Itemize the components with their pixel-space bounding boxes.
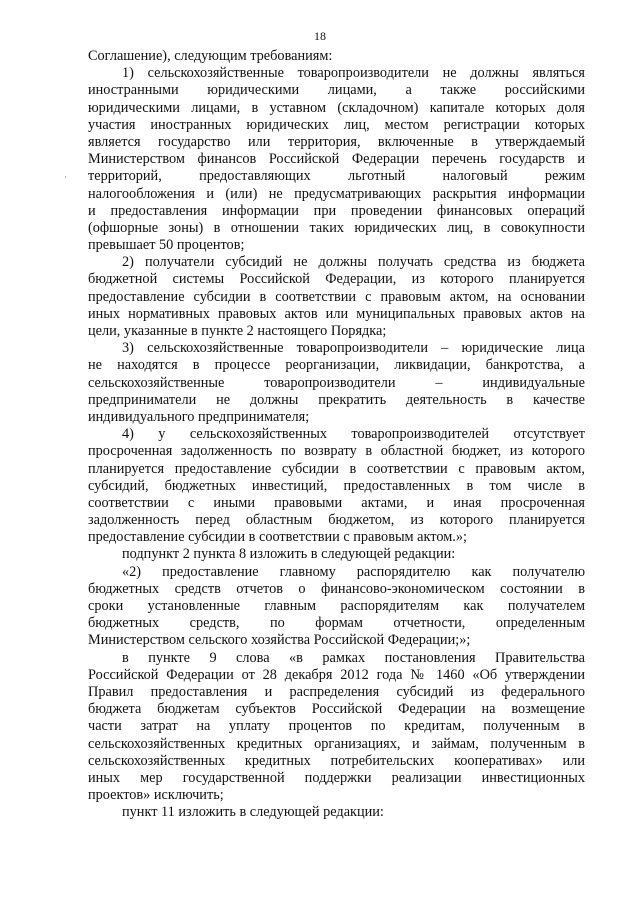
text-line: Министерством сельского хозяйства Российской Федерации;»; [88, 632, 471, 649]
text-line: 4) у сельскохозяйственных товаропроизводителей отсутствует [122, 426, 585, 443]
text-line: сроки установленные главным распорядителям как получателем [88, 598, 585, 614]
text-line: задолженность перед областным бюджетом, из которого планируется [88, 512, 585, 529]
text-line: бюджетных средств отчетов о финансово-экономическом состоянии в [88, 580, 585, 597]
text-line: субсидий, бюджетных инвестиций, предоставленных в том числе в [88, 477, 585, 494]
text-line: проектов» исключить; [88, 787, 224, 804]
text-line: 2) получатели субсидий не должны получать средства из бюджета [122, 254, 585, 271]
text-line: подпункт 2 пункта 8 изложить в следующей редакции: [122, 546, 456, 563]
text-line: просроченная задолженность по возврату в областной бюджет, из которого [88, 443, 585, 460]
page-number: 18 [314, 29, 326, 43]
text-line: Российской Федерации от 28 декабря 2012 года № 1460 «Об утверждении [88, 666, 585, 683]
text-line: сельскохозяйственные товаропроизводители – индивидуальные [88, 374, 585, 391]
text-line: 1) сельскохозяйственные товаропроизводители не должны являться [122, 65, 585, 82]
text-line: Правил предоставления и распределения субсидий из федерального [88, 683, 585, 700]
text-line: территорий, предоставляющих льготный налоговый режим [88, 168, 585, 185]
text-line: Соглашение), следующим требованиям: [88, 48, 333, 64]
text-line: не находятся в процессе реорганизации, ликвидации, банкротства, а [88, 357, 585, 374]
text-line: бюджетной системы Российской Федерации, из которого планируется [88, 271, 585, 288]
text-line: иных мер государственной поддержки реализации инвестиционных [88, 769, 585, 786]
text-line: участия иностранных юридических лиц, местом регистрации которых [88, 116, 585, 133]
text-line: иностранными юридическими лицами, а также российскими [88, 82, 585, 99]
text-line: юридическими лицами, в уставном (складочном) капитале которых доля [88, 99, 585, 116]
text-line: сельскохозяйственных кредитных организациях, и займам, полученным в [88, 735, 585, 752]
text-line: бюджетных средств, по формам отчетности, определенным [88, 615, 585, 632]
text-line: Министерством финансов Российской Федерации перечень государств и [88, 151, 585, 168]
text-line: предприниматели не должны прекратить деятельность в качестве [88, 391, 585, 408]
text-line: сельскохозяйственных кредитных потребительских кооперативах» или [88, 752, 585, 769]
text-line: соответствии с иными правовыми актами, и иная просроченная [88, 494, 585, 511]
margin-mark: · [64, 172, 67, 182]
text-line: иных нормативных правовых актов или муниципальных правовых актов на [88, 305, 585, 322]
text-line: бюджета бюджетам субъектов Российской Федерации на возмещение [88, 701, 585, 718]
text-line: предоставление субсидии в соответствии с правовым актом.»; [88, 529, 467, 546]
text-line: налогообложения и (или) не предусматривающих раскрытия информации [88, 185, 585, 202]
document-body [88, 48, 585, 821]
text-line: превышает 50 процентов; [88, 237, 245, 254]
text-line: и предоставления информации при проведении финансовых операций [88, 202, 585, 219]
text-line: планируется предоставление субсидии в соответствии с правовым актом, [88, 460, 585, 477]
text-line: «2) предоставление главному распорядителю как получателю [122, 563, 585, 580]
text-line: (офшорные зоны) в отношении таких юридических лиц, в совокупности [88, 219, 585, 236]
text-line: 3) сельскохозяйственные товаропроизводители – юридические лица [122, 340, 585, 357]
text-line: пункт 11 изложить в следующей редакции: [122, 804, 384, 821]
text-line: цели, указанные в пункте 2 настоящего Порядка; [88, 323, 387, 339]
text-line: части затрат на уплату процентов по кредитам, полученным в [88, 718, 585, 735]
text-line: индивидуального предпринимателя; [88, 408, 310, 425]
text-line: в пункте 9 слова «в рамках постановления Правительства [122, 649, 585, 666]
text-line: предоставление субсидии в соответствии с правовым актом, на основании [88, 288, 585, 305]
text-line: является государство или территория, включенные в утверждаемый [88, 133, 585, 150]
